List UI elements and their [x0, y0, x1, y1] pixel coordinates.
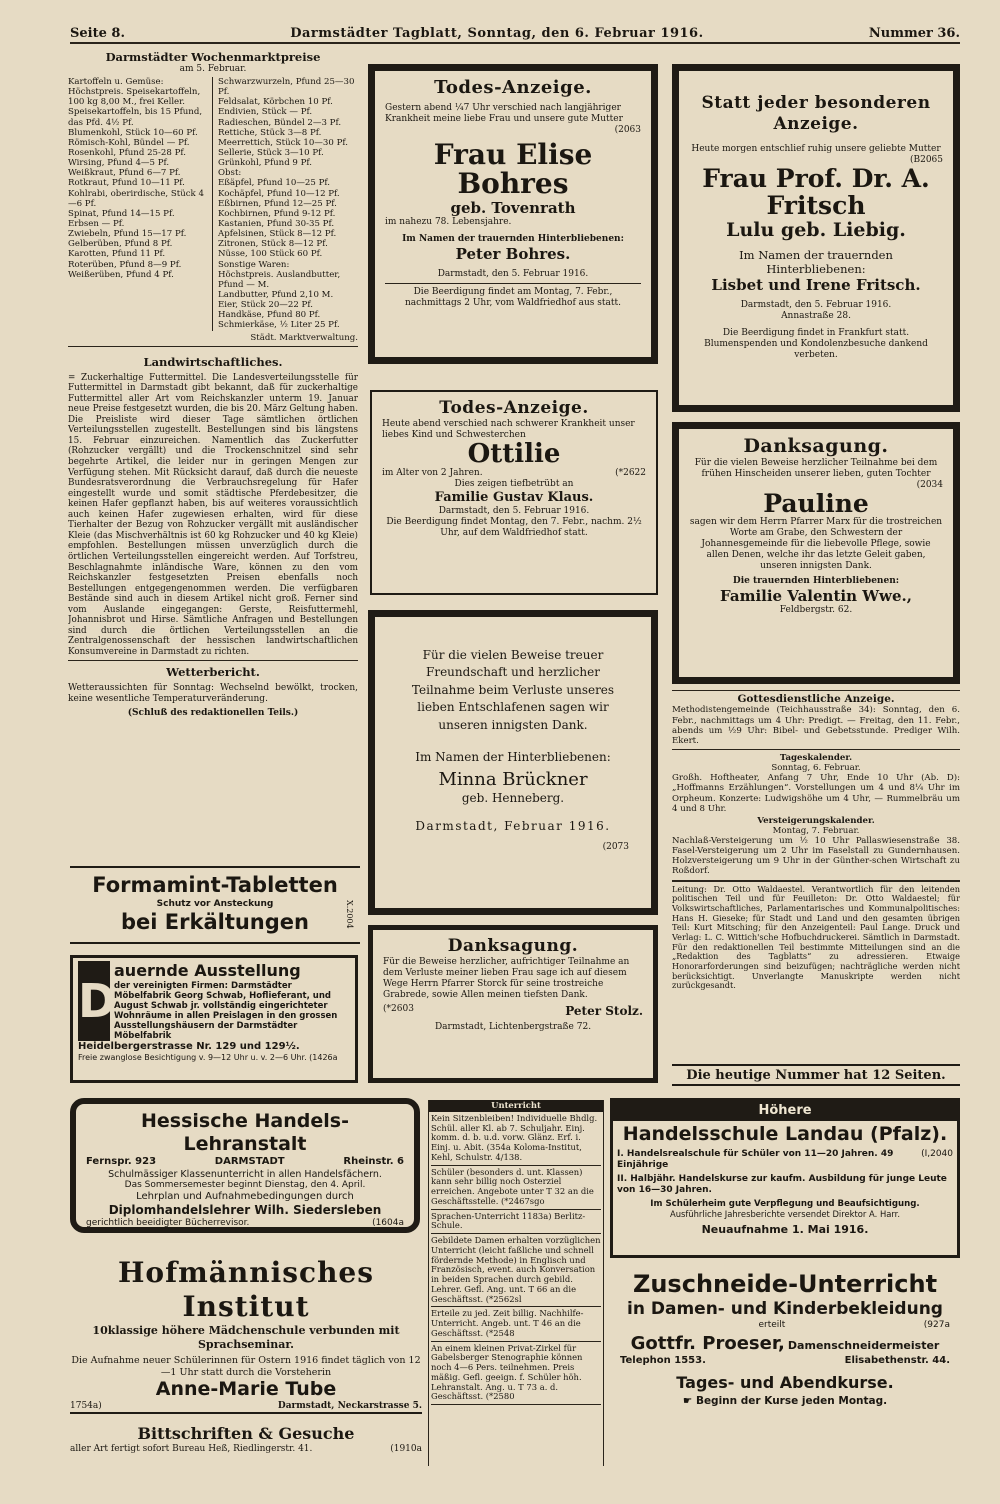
- thanks1-name: Pauline: [763, 489, 869, 519]
- pointing-hand-icon: ☛: [682, 1394, 696, 1407]
- market-right-row: Feldsalat, Körbchen 10 Pf.: [218, 97, 333, 108]
- zuschneide-start: Beginn der Kurse jeden Montag.: [695, 1394, 888, 1407]
- market-right-row: Apfelsinen, Stück 8—12 Pf.: [218, 229, 337, 240]
- hessische-l3: Lehrplan und Aufnahmebedingungen durch: [136, 1191, 354, 1203]
- unterricht-column: [428, 1100, 604, 1466]
- market-table: [68, 77, 358, 331]
- thanks-stolz: [368, 925, 658, 1083]
- thanks1-address: Feldbergstr. 62.: [779, 605, 853, 616]
- weather-body: Wetteraussichten für Sonntag: Wechselnd bewölkt, trocken, keine wesentliche Temperaturveränderung.: [68, 683, 358, 705]
- thanks1-family: Familie Valentin Wwe.,: [720, 587, 912, 606]
- market-right-row: Höchstpreis. Auslandbutter, Pfund — M.: [218, 269, 341, 290]
- agri-body: = Zuckerhaltige Futtermittel. Die Landesverteilungsstelle für Futtermittel in Darmstadt gibt bekannt, daß für zuckerhaltige Futtermittel aller Art vom Reichskanzler unterm 19. Januar neue Preise festgesetzt wurden, die bis 20. März Geltung haben. Die Preisliste wird dieser Tage sämtlichen örtlichen Verteilungsstellen zugestellt. Bestellungen sind bis längstens 15. Februar einzureichen. Namentlich das Zuckerfutter (Rohzucker vergällt) und die Trockenschnitzel sind sehr begehrte Artikel, die leider nur in geringen Mengen zur Verfügung stehen. Mit Rücksicht darauf, daß durch die neueste Bundesratsverordnung die Verbrauchsregelung für Hafer eingestellt wurde und somit städtische Pferdebesitzer, die keinen Hafer gepflanzt haben, bis auf weiteres voraussichtlich auch keinen Hafer zugewiesen erhalten, wird für diese Tierhalter der Bezug von Rohzucker vergällt mit ausländischer Kleie (das Mischverhältnis ist 60 kg Rohzucker und 40 kg Kleie) empfohlen. Bestellungen müssen unverzüglich durch die örtlichen Verteilungsstellen eingereicht werden. Auf Torfstreu, Beschlagnahmte inländische Ware, können zu den vom Reichskanzler festgesetzten Preisen ebenfalls noch Bestellungen entgegengenommen werden. Die verfügbaren Bestände sind auch in diesem Artikel nicht groß. Ferner sind vom Auslande eingegangen: Gerste, Reisfuttermehl, Johannisbrot und Hirse. Sämtliche Anfragen und Bestellungen sind durch die örtlichen Verteilungsstellen an die Zentralgenossenschaft der hessischen landwirtschaftlichen Konsumvereine in Darmstadt zu richten.: [68, 372, 358, 657]
- thanks3-name: Peter Stolz.: [565, 1003, 643, 1018]
- hofmann-body: Die Aufnahme neuer Schülerinnen für Ostern 1916 findet täglich von 12—1 Uhr statt durch die Vorsteherin: [71, 1355, 421, 1378]
- market-right-row: Landbutter, Pfund 2,10 M.: [218, 289, 334, 300]
- exhibition-initial: D: [78, 961, 110, 1041]
- death2-family-label: Im Namen der trauernden Hinterbliebenen:: [739, 248, 893, 277]
- thanks1-family-label: Die trauernden Hinterbliebenen:: [732, 576, 900, 587]
- death1-age: im nahezu 78. Lebensjahre.: [385, 216, 512, 227]
- market-right-row: Meerrettich, Stück 10—30 Pf.: [218, 137, 348, 148]
- unterricht-item: Kein Sitzenbleiben! Individuelle Bhdlg. Schül. aller Kl. ab 7. Schuljahr. Einj. komm. d. b. u.d. vorw. Glänz. Erf. i. Einj. u. Abit. (354a Koloma-Institut, Kehl, Schulstr. 4/138.: [431, 1112, 601, 1166]
- calendar-date: Sonntag, 6. Februar.: [771, 763, 861, 774]
- unterricht-list: [429, 1112, 603, 1405]
- market-right-row: Rettiche, Stück 3—8 Pf.: [218, 127, 322, 138]
- thanks1-title: Danksagung.: [743, 435, 889, 457]
- death-notice-bohres: [368, 64, 658, 364]
- hessische-ad: [70, 1098, 420, 1233]
- landau-r3: Im Schülerheim gute Verpflegung und Beaufsichtigung.: [650, 1198, 920, 1209]
- market-left-row: Wirsing, Pfund 4—5 Pf.: [68, 158, 170, 169]
- masthead: [70, 24, 960, 44]
- market-left-row: Rosenkohl, Pfund 25-28 Pf.: [68, 147, 186, 158]
- market-right-list: [218, 77, 358, 331]
- church-body: Methodistengemeinde (Teichhausstraße 34): Sonntag, den 6. Febr., nachmittags um 4 Uhr: Predigt. — Freitag, den 11. Febr., abends um ½9 Uhr: Bibel- und Gebetsstunde. Prediger Wilh. Ekert.: [672, 705, 960, 746]
- death3-family-label: Dies zeigen tiefbetrübt an: [454, 478, 574, 489]
- market-right-row: Eßbirnen, Pfund 12—25 Pf.: [218, 198, 337, 209]
- zuschneide-given: erteilt: [758, 1320, 786, 1330]
- exhibition-address: Heidelbergerstrasse Nr. 129 und 129½.: [78, 1041, 300, 1052]
- zuschneide-title: Zuschneide-Unterricht: [632, 1270, 938, 1298]
- death-notice-ottilie: [370, 390, 658, 595]
- hofmann-sub: 10klassige höhere Mädchenschule verbunden mit Sprachseminar.: [92, 1324, 400, 1351]
- death1-code: (2063: [614, 124, 641, 135]
- exhibition-note: Freie zwanglose Besichtigung v. 9—12 Uhr u. v. 2—6 Uhr. (1426a: [78, 1053, 338, 1063]
- market-right-row: Radieschen, Bündel 2—3 Pf.: [218, 117, 342, 128]
- zuschneide-ad: [610, 1266, 960, 1466]
- death3-name: Ottilie: [467, 438, 561, 469]
- calendar-title: Tageskalender.: [779, 752, 853, 763]
- thanks2-nee: geb. Henneberg.: [461, 790, 565, 805]
- market-right-row: Schmierkäse, ½ Liter 25 Pf.: [218, 320, 340, 331]
- landau-title: Handelsschule Landau (Pfalz).: [622, 1122, 948, 1145]
- thanks-brueckner: [368, 610, 658, 915]
- death3-age: im Alter von 2 Jahren.: [382, 467, 483, 478]
- thanks3-body: Für die Beweise herzlicher, aufrichtiger Teilnahme an dem Verluste meiner lieben Frau sage ich auf diesem Wege Herrn Pfarrer Storck für seine trostreiche Grabrede, sowie Allen meinen tiefsten Dank.: [383, 956, 630, 1000]
- landau-start: Neuaufnahme 1. Mai 1916.: [701, 1222, 869, 1236]
- market-right-row: Kastanien, Pfund 30-35 Pf.: [218, 218, 335, 229]
- market-left-row: Weißkraut, Pfund 6—7 Pf.: [68, 168, 181, 179]
- thanks3-place: Darmstadt, Lichtenbergstraße 72.: [434, 1022, 592, 1033]
- death3-title: Todes-Anzeige.: [439, 398, 589, 418]
- pages-note-text: Die heutige Nummer hat 12 Seiten.: [686, 1068, 946, 1083]
- market-signature: Städt. Marktverwaltung.: [250, 332, 358, 343]
- landau-r2: II. Halbjähr. Handelskurse zur kaufm. Ausbildung für junge Leute von 16—30 Jahren.: [617, 1173, 947, 1195]
- zuschneide-code: (927a: [923, 1320, 950, 1330]
- unterricht-item: Sprachen-Unterricht 1183a) Berlitz-Schule.: [431, 1210, 601, 1235]
- death1-title: Todes-Anzeige.: [434, 77, 592, 98]
- death1-funeral: Die Beerdigung findet am Montag, 7. Febr., nachmittags 2 Uhr, vom Waldfriedhof aus statt.: [405, 287, 621, 309]
- market-right-row: Sonstige Waren:: [218, 259, 290, 270]
- market-left-row: Spinat, Pfund 14—15 Pf.: [68, 208, 175, 219]
- market-left-row: Rotkraut, Pfund 10—11 Pf.: [68, 178, 185, 189]
- hessische-l2: Das Sommersemester beginnt Dienstag, den 4. April.: [124, 1180, 366, 1191]
- thanks-pauline: [672, 422, 960, 684]
- thanks2-family-label: Im Namen der Hinterbliebenen:: [415, 749, 611, 764]
- market-right-row: Sellerie, Stück 3—10 Pf.: [218, 147, 324, 158]
- bittschriften-ad: [70, 1424, 422, 1466]
- death2-title: Statt jeder besonderen Anzeige.: [701, 93, 931, 134]
- market-right-row: Eßäpfel, Pfund 10—25 Pf.: [218, 178, 330, 189]
- market-left-row: Höchstpreis. Speisekartoffeln, 100 kg 8,00 M., frei Keller.: [68, 87, 201, 108]
- death1-family: Peter Bohres.: [455, 244, 571, 263]
- page-number: Seite 8.: [70, 26, 125, 42]
- market-left-row: Gelberüben, Pfund 8 Pf.: [68, 239, 173, 250]
- zuschneide-phone: Telephon 1553.: [620, 1354, 706, 1366]
- hessische-l4: gerichtlich beeidigter Bücherrevisor.: [86, 1217, 250, 1228]
- hessische-city: DARMSTADT: [214, 1156, 285, 1168]
- death2-family: Lisbet und Irene Fritsch.: [711, 276, 921, 295]
- formamint-code: [338, 900, 354, 950]
- hessische-title: Hessische Handels-Lehranstalt: [141, 1110, 349, 1156]
- weather-title: Wetterbericht.: [166, 665, 260, 680]
- bittschriften-body: aller Art fertigt sofort Bureau Heß, Riedlingerstr. 41.: [70, 1443, 313, 1454]
- auction-body: Nachlaß-Versteigerung um ½ 10 Uhr Pallaswiesenstraße 38. Fasel-Versteigerung um 2 Uhr im Faselstall zu Gundernhausen. Holzversteigerung um 9 Uhr in der Günther-schen Wirtschaft zu Roßdorf.: [672, 836, 960, 877]
- death3-code: (*2622: [615, 467, 646, 478]
- exhibition-title: auernde Ausstellung: [114, 961, 301, 980]
- market-left-row: Weißerüben, Pfund 4 Pf.: [68, 269, 174, 280]
- death3-intro: Heute abend verschied nach schwerer Krankheit unser liebes Kind und Schwesterchen: [382, 418, 635, 440]
- hofmann-code: 1754a): [70, 1401, 102, 1412]
- hessische-code: (1604a: [372, 1217, 404, 1228]
- zuschneide-name: Gottfr. Proeser,: [630, 1332, 785, 1354]
- death2-flowers: Blumenspenden und Kondolenzbesuche dankend verbeten.: [704, 339, 928, 361]
- zuschneide-sub: in Damen- und Kinderbekleidung: [627, 1299, 943, 1320]
- death-notice-fritsch: [672, 64, 960, 412]
- zuschneide-role: Damenschneidermeister: [787, 1338, 940, 1352]
- unterricht-item: Gebildete Damen erhalten vorzüglichen Unterricht (leicht faßliche und schnell fördernde Methode) in Englisch und Französisch, event. auch Konversation in beiden Sprachen durch gebild. Lehrer. Gefl. Ang. unt. T 66 an die Geschäftsst. (*2562sl: [431, 1234, 601, 1307]
- death1-family-label: Im Namen der trauernden Hinterbliebenen:: [402, 233, 624, 244]
- issue-number: Nummer 36.: [868, 26, 960, 42]
- editors-body: Leitung: Dr. Otto Waldaestel. Verantwortlich für den leitenden politischen Teil und für Feuilleton: Dr. Otto Waldaestel; für Volkswirtschaftliches, Parlamentarisches und Kommunalpolitisches: Hans H. Gieseke; für Stadt und Land und den gesamten übrigen Teil: Kurt Mitsching; für den Anzeigenteil: Paul Lange. Druck und Verlag: L. C. Wittich'sche Hofbuchdruckerei. Sämtlich in Darmstadt. Für den redaktionellen Teil bestimmte Mitteilungen sind an die „Redaktion des Tagblatts“ zu adressieren. Etwaige Honorarforderungen sind beizufügen; nachträgliche werden nicht berücksichtigt. Unverlangte Manuskripte werden nicht zurückgesandt.: [672, 883, 960, 991]
- market-right-row: Zitronen, Stück 8—12 Pf.: [218, 239, 328, 250]
- landau-r1: I. Handelsrealschule für Schüler von 11—20 Jahren. 49 Einjährige: [617, 1149, 894, 1170]
- market-left-row: Kohlrabi, oberirdische, Stück 4—6 Pf.: [68, 188, 204, 209]
- market-left-row: Römisch-Kohl, Bündel — Pf.: [68, 137, 190, 148]
- landau-top: Höhere: [613, 1101, 957, 1121]
- zuschneide-courses: Tages- und Abendkurse.: [676, 1373, 894, 1393]
- death3-family: Familie Gustav Klaus.: [434, 489, 594, 505]
- pages-note: [672, 1064, 960, 1086]
- market-right-row: Schwarzwurzeln, Pfund 25—30 Pf.: [218, 76, 355, 98]
- death2-funeral: Die Beerdigung findet in Frankfurt statt.: [722, 328, 910, 339]
- death2-address: Annastraße 28.: [781, 311, 851, 322]
- death2-place: Darmstadt, den 5. Februar 1916.: [740, 300, 892, 311]
- hofmann-name: Anne-Marie Tube: [155, 1378, 337, 1401]
- thanks2-body: Für die vielen Beweise treuer Freundschaft und herzlicher Teilnahme beim Verluste unseres lieben Entschlafenen sagen wir unseren innigsten Dank.: [411, 648, 615, 732]
- market-right-row: Handkäse, Pfund 80 Pf.: [218, 310, 321, 321]
- thanks1-code: (2034: [916, 480, 943, 491]
- market-date: am 5. Februar.: [179, 64, 247, 75]
- market-right-row: Grünkohl, Pfund 9 Pf.: [218, 158, 313, 169]
- market-right-row: Nüsse, 100 Stück 60 Pf.: [218, 249, 323, 260]
- auction-date: Montag, 7. Februar.: [772, 825, 860, 836]
- hessische-street: Rheinstr. 6: [343, 1156, 404, 1168]
- right-notices: [672, 690, 960, 1060]
- market-column: [68, 50, 358, 860]
- hessische-director: Diplomhandelslehrer Wilh. Siedersleben: [108, 1203, 382, 1218]
- death1-place: Darmstadt, den 5. Februar 1916.: [437, 269, 589, 280]
- thanks3-title: Danksagung.: [447, 936, 579, 956]
- auction-title: Versteigerungskalender.: [757, 815, 875, 826]
- bittschriften-code: (1910a: [390, 1443, 422, 1454]
- formamint-title: Formamint-Tabletten: [92, 873, 338, 897]
- unterricht-item: Erteile zu jed. Zeit billig. Nachhilfe-Unterricht. Angeb. unt. T 46 an die Geschäftsst. (*2548: [431, 1307, 601, 1341]
- landau-ad: [610, 1098, 960, 1258]
- market-right-row: Kochäpfel, Pfund 10—12 Pf.: [218, 188, 340, 199]
- death1-nee: geb. Tovenrath: [450, 198, 576, 217]
- paper-title: Darmstädter Tagblatt, Sonntag, den 6. Februar 1916.: [290, 26, 704, 42]
- thanks3-code: (*2603: [383, 1003, 414, 1014]
- market-left-row: Roterüben, Pfund 8—9 Pf.: [68, 259, 182, 270]
- death2-name: Frau Prof. Dr. A. Fritsch: [702, 164, 930, 220]
- death1-name: Frau Elise Bohres: [433, 137, 593, 201]
- church-title: Gottesdienstliche Anzeige.: [672, 690, 960, 705]
- market-left-row: Speisekartoffeln, bis 15 Pfund, das Pfd. 4½ Pf.: [68, 107, 203, 128]
- market-left-list: [68, 77, 213, 331]
- death3-place: Darmstadt, den 5. Februar 1916.: [438, 505, 590, 516]
- death2-nee: Lulu geb. Liebig.: [726, 218, 906, 241]
- market-title: Darmstädter Wochenmarktpreise: [105, 50, 321, 64]
- market-right-row: Kochbirnen, Pfund 9-12 Pf.: [218, 208, 336, 219]
- agri-title: Landwirtschaftliches.: [143, 354, 283, 369]
- death2-code: (B2065: [909, 155, 943, 166]
- landau-code: (I,2040: [921, 1149, 953, 1160]
- thanks1-body: sagen wir dem Herrn Pfarrer Marx für die trostreichen Worte am Grabe, den Schwestern der Johannesgemeinde für die liebevolle Pflege, sowie allen Denen, welche ihr das letzte Geleit gaben, unseren innigsten Dank.: [689, 517, 943, 572]
- unterricht-item: An einem kleinen Privat-Zirkel für Gabelsberger Stenographie können noch 4—6 Pers. teilnehmen. Preis mäßig. Gefl. geeign. f. Schüler höh. Lehranstalt. Ang. u. T 73 a. d. Geschäftsst. (*2580: [431, 1342, 601, 1406]
- zuschneide-address: Elisabethenstr. 44.: [844, 1354, 950, 1366]
- formamint-ad: [70, 866, 360, 944]
- hessische-phone: Fernspr. 923: [86, 1156, 157, 1168]
- thanks2-place: Darmstadt, Februar 1916.: [415, 819, 611, 834]
- end-editorial: (Schluß des redaktionellen Teils.): [127, 708, 299, 719]
- calendar-body: Großh. Hoftheater, Anfang 7 Uhr, Ende 10 Uhr (Ab. D): „Hoffmanns Erzählungen“. Vorstellungen um 4 und 8¼ Uhr im Orpheum. Konzerte: Ludwigshöhe um 4 Uhr, — Rummelbräu um 4 und 8 Uhr.: [672, 773, 960, 814]
- market-left-row: Zwiebeln, Pfund 15—17 Pf.: [68, 229, 187, 240]
- exhibition-body: der vereinigten Firmen: Darmstädter Möbelfabrik Georg Schwab, Hoflieferant, und August Schwab jr. vollständig eingerichteter Wohnräume in allen Preislagen in den grossen Ausstellungshäusern der Darmstädter Möbelfabrik: [114, 980, 338, 1041]
- hofmann-title: Hofmännisches Institut: [117, 1256, 375, 1324]
- death3-funeral: Die Beerdigung findet Montag, den 7. Febr., nachm. 2½ Uhr, auf dem Waldfriedhof statt.: [386, 516, 642, 538]
- formamint-code-text: X.2004: [345, 900, 354, 929]
- thanks2-code: (2073: [602, 841, 629, 852]
- unterricht-header: Unterricht: [429, 1100, 603, 1112]
- formamint-line: bei Erkältungen: [121, 909, 309, 934]
- formamint-sub: Schutz vor Ansteckung: [156, 898, 274, 909]
- market-left-row: Kartoffeln u. Gemüse:: [68, 76, 164, 87]
- market-left-row: Karotten, Pfund 11 Pf.: [68, 249, 166, 260]
- exhibition-ad: [70, 955, 358, 1083]
- market-right-row: Obst:: [218, 168, 242, 179]
- hessische-l1: Schulmässiger Klassenunterricht in allen Handelsfächern.: [108, 1168, 382, 1180]
- market-right-row: Eier, Stück 20—22 Pf.: [218, 300, 313, 311]
- death1-intro: Gestern abend ¼7 Uhr verschied nach langjähriger Krankheit meine liebe Frau und unsere gute Mutter: [385, 102, 623, 124]
- death2-intro: Heute morgen entschlief ruhig unsere geliebte Mutter: [691, 144, 941, 155]
- market-right-row: Endivien, Stück — Pf.: [218, 107, 313, 118]
- market-left-row: Blumenkohl, Stück 10—60 Pf.: [68, 127, 198, 138]
- hofmann-ad: [70, 1256, 422, 1421]
- market-left-row: Erbsen — Pf.: [68, 218, 125, 229]
- bittschriften-title: Bittschriften & Gesuche: [137, 1424, 355, 1443]
- thanks1-intro: Für die vielen Beweise herzlicher Teilnahme bei dem frühen Hinscheiden unserer lieben, guten Tochter: [694, 458, 938, 480]
- unterricht-item: Schüler (besonders d. unt. Klassen) kann sehr billig noch Osterziel erreichen. Angebote unter T 32 an die Geschäftsstelle. (*2467sgo: [431, 1166, 601, 1210]
- thanks2-name: Minna Brückner: [438, 768, 588, 790]
- hofmann-address: Darmstadt, Neckarstrasse 5.: [277, 1401, 422, 1412]
- landau-r4: Ausführliche Jahresberichte versendet Direktor A. Harr.: [669, 1209, 901, 1220]
